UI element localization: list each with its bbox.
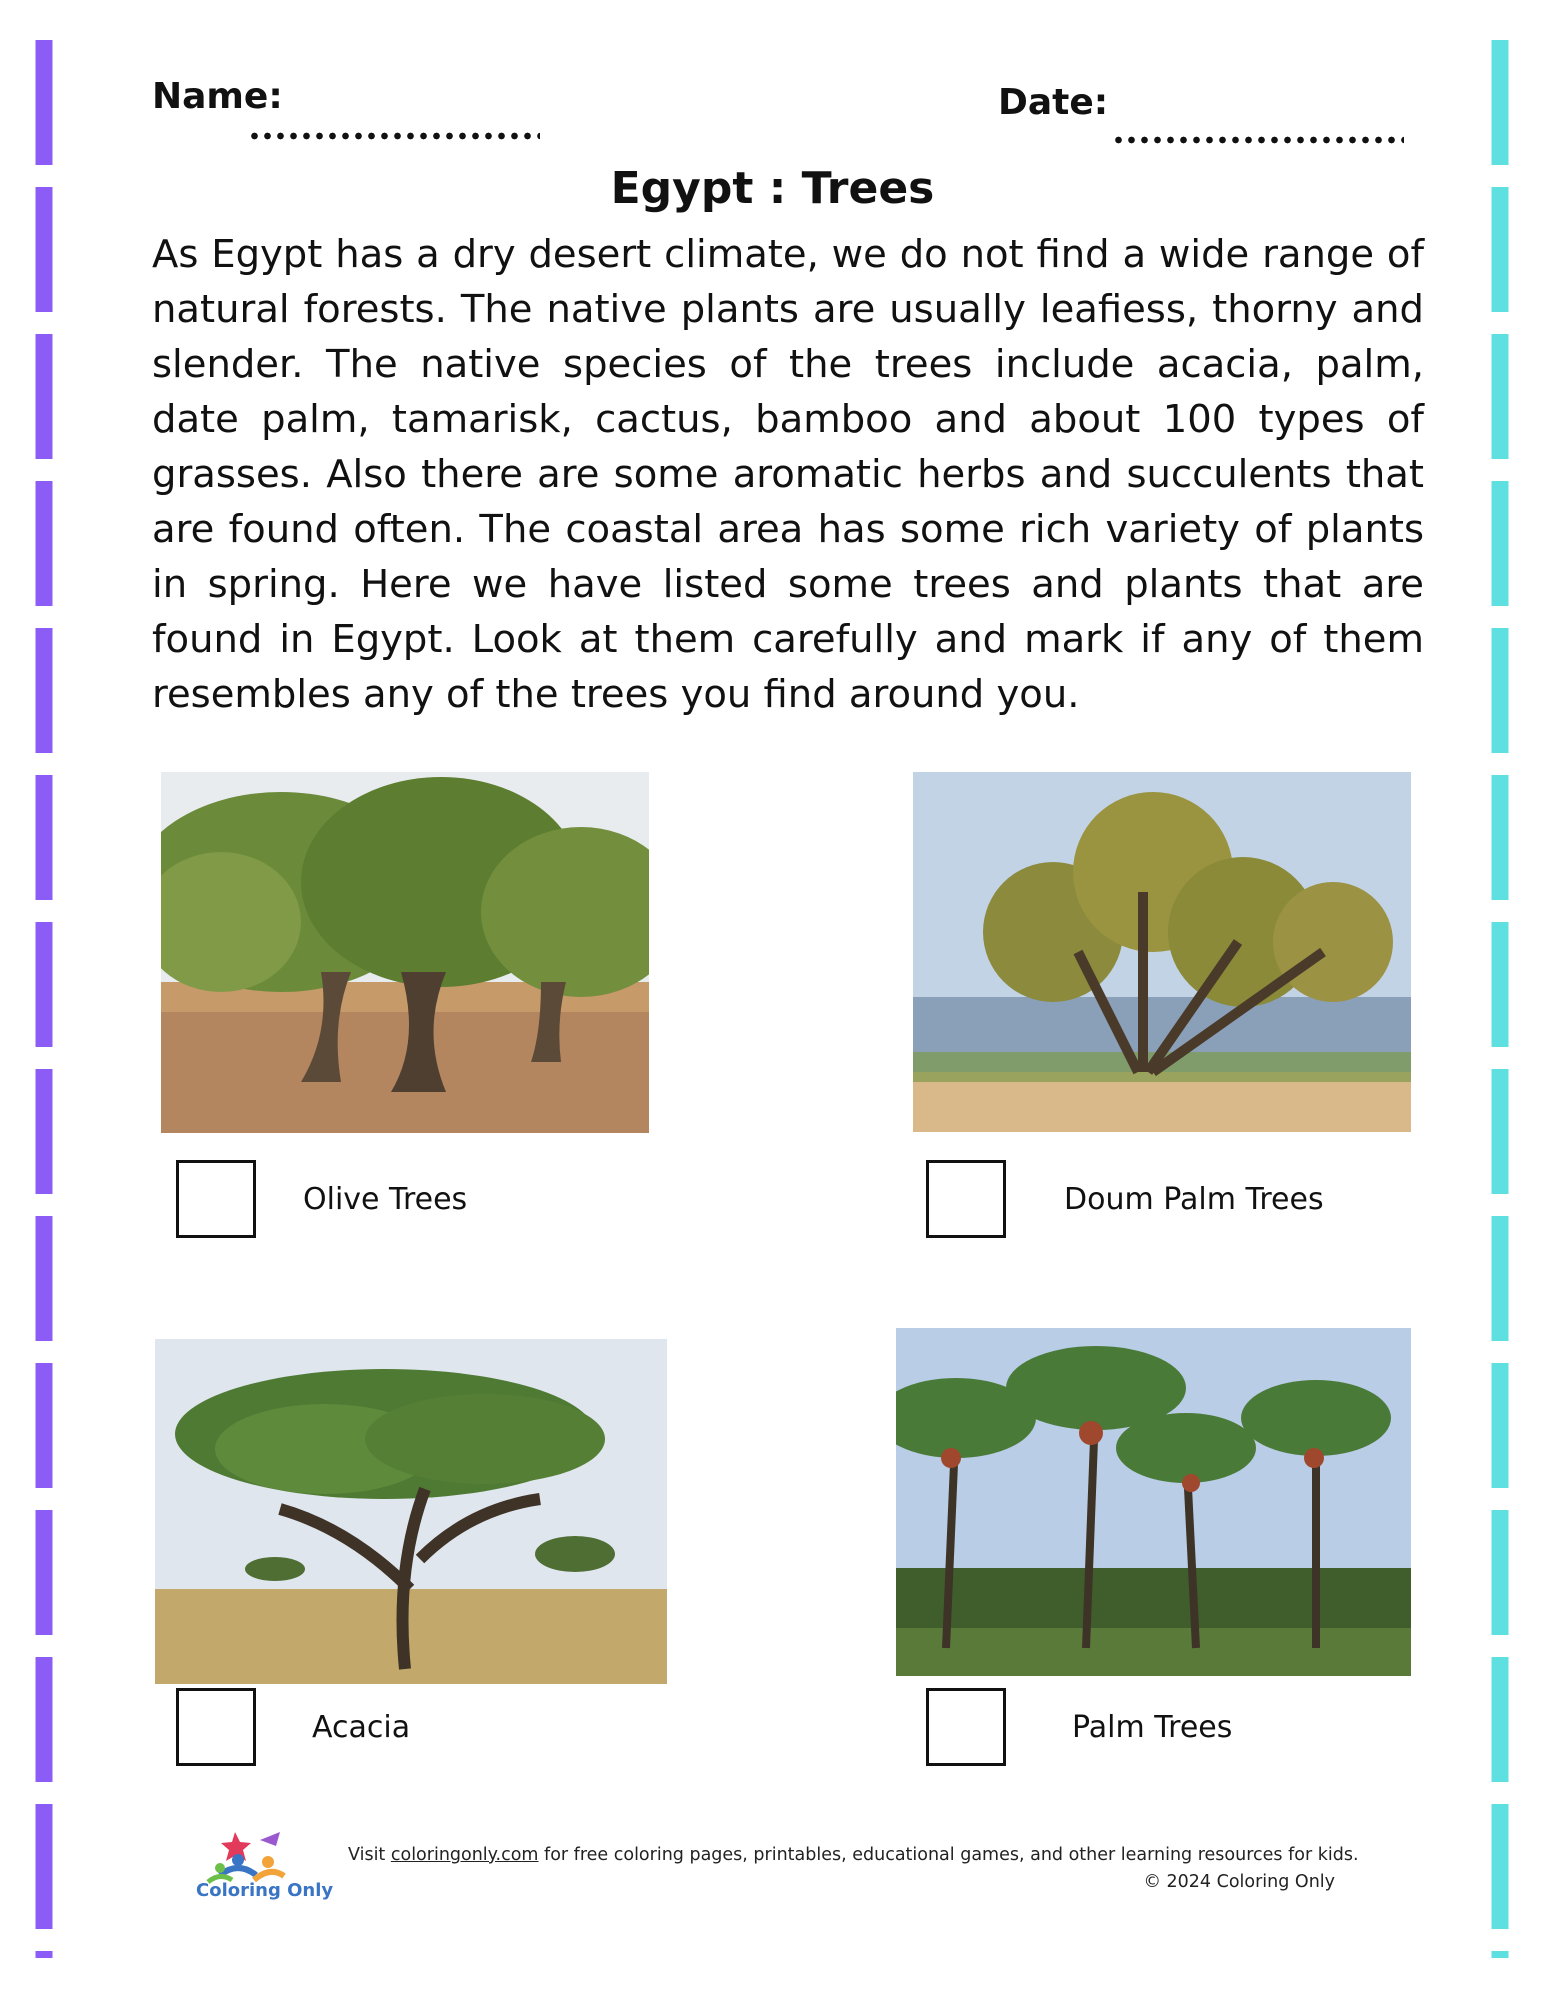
palm-trees-checkbox[interactable]: [926, 1688, 1006, 1766]
footer-visit-text: [348, 1845, 1359, 1865]
doum-palm-label: Doum Palm Trees: [1064, 1182, 1324, 1217]
olive-tree-photo: [161, 772, 649, 1133]
doum-palm-photo: [913, 772, 1411, 1132]
logo-text: Coloring Only: [196, 1880, 334, 1901]
olive-trees-label: Olive Trees: [303, 1182, 468, 1217]
palm-trees-photo: [896, 1328, 1411, 1676]
date-label: Date:: [998, 82, 1109, 123]
acacia-checkbox[interactable]: [176, 1688, 256, 1766]
page-title: Egypt : Trees: [610, 163, 935, 214]
palm-trees-label: Palm Trees: [1072, 1710, 1233, 1745]
date-field[interactable]: [1112, 136, 1404, 144]
olive-trees-checkbox[interactable]: [176, 1160, 256, 1238]
doum-palm-checkbox[interactable]: [926, 1160, 1006, 1238]
footer-visit-prefix: Visit: [348, 1845, 391, 1865]
intro-paragraph: As Egypt has a dry desert climate, we do not find a wide range of natural forests. The native plants are usually leafiess, thorny and slender. The native species of the trees include acacia, palm, date palm, tamarisk, cactus, bamboo and about 100 types of grasses. Also there are some aromatic herbs and succulents that are found often. The coastal area has some rich variety of plants in spring. Here we have listed some trees and plants that are found in Egypt. Look at them carefully and mark if any of them resembles any of the trees you find around you.: [152, 232, 1424, 717]
acacia-label: Acacia: [312, 1710, 411, 1745]
acacia-photo: [155, 1339, 667, 1684]
footer-visit-suffix: for free coloring pages, printables, educational games, and other learning resources for kids.: [538, 1845, 1359, 1865]
name-label: Name:: [152, 76, 283, 117]
coloringonly-link[interactable]: coloringonly.com: [390, 1845, 539, 1865]
name-field[interactable]: [248, 132, 540, 140]
copyright-text: © 2024 Coloring Only: [1143, 1872, 1335, 1892]
